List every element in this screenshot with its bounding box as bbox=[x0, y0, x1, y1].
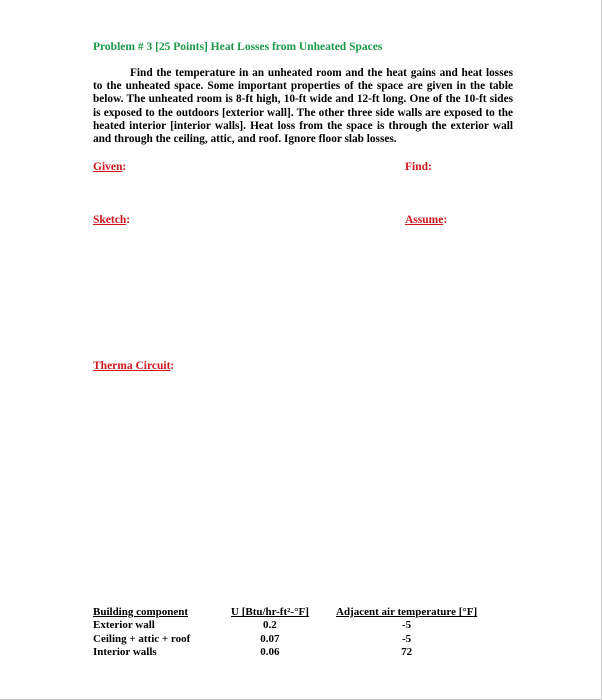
table-header: Adjacent air temperature [°F] bbox=[336, 606, 478, 618]
table-cell: -5 bbox=[401, 632, 412, 645]
table-cell: 0.06 bbox=[260, 646, 280, 659]
given-label-text: Given bbox=[93, 161, 123, 173]
table-header: U [Btu/hr-ft²-°F] bbox=[231, 606, 309, 618]
table-cell: 0.2 bbox=[263, 619, 277, 632]
problem-statement: Find the temperature in an unheated room and the heat gains and heat losses to the unheated space. Some important properties of the space are given in the table below. The unheated room is 8-ft high, 10-ft wide and 12-ft long. One of the 10-ft sides is exposed to the outdoors [exterior wall]. The other three side walls are exposed to the heated interior [interior walls]. Heat loss from the space is through the exterior wall and through the ceiling, attic, and roof. Ignore floor slab losses. bbox=[93, 67, 513, 146]
table-cell: Ceiling + attic + roof bbox=[93, 632, 191, 645]
sketch-label-text: Sketch bbox=[93, 214, 127, 226]
table-cell: 72 bbox=[401, 646, 413, 659]
assume-colon: : bbox=[443, 214, 448, 226]
therma-circuit-label bbox=[93, 360, 174, 372]
therma-circuit-colon: : bbox=[170, 360, 175, 372]
given-label bbox=[93, 161, 126, 173]
sketch-label bbox=[93, 214, 130, 226]
table-column-adjacent-temp bbox=[336, 606, 477, 660]
table-cell: 0.07 bbox=[260, 632, 280, 645]
assume-label-text: Assume bbox=[405, 214, 444, 226]
table-column-component bbox=[93, 606, 190, 660]
problem-title: Problem # 3 [25 Points] Heat Losses from Unheated Spaces bbox=[93, 41, 383, 53]
table-column-u-value bbox=[231, 606, 309, 660]
assume-label bbox=[405, 214, 447, 226]
table-cell: Interior walls bbox=[93, 646, 157, 659]
therma-circuit-label-text: Therma Circuit bbox=[93, 360, 171, 372]
find-label: Find: bbox=[405, 161, 432, 173]
table-header: Building component bbox=[93, 606, 189, 618]
table-cell: Exterior wall bbox=[93, 619, 155, 632]
given-colon: : bbox=[122, 161, 127, 173]
table-cell: -5 bbox=[401, 619, 412, 632]
sketch-colon: : bbox=[126, 214, 131, 226]
